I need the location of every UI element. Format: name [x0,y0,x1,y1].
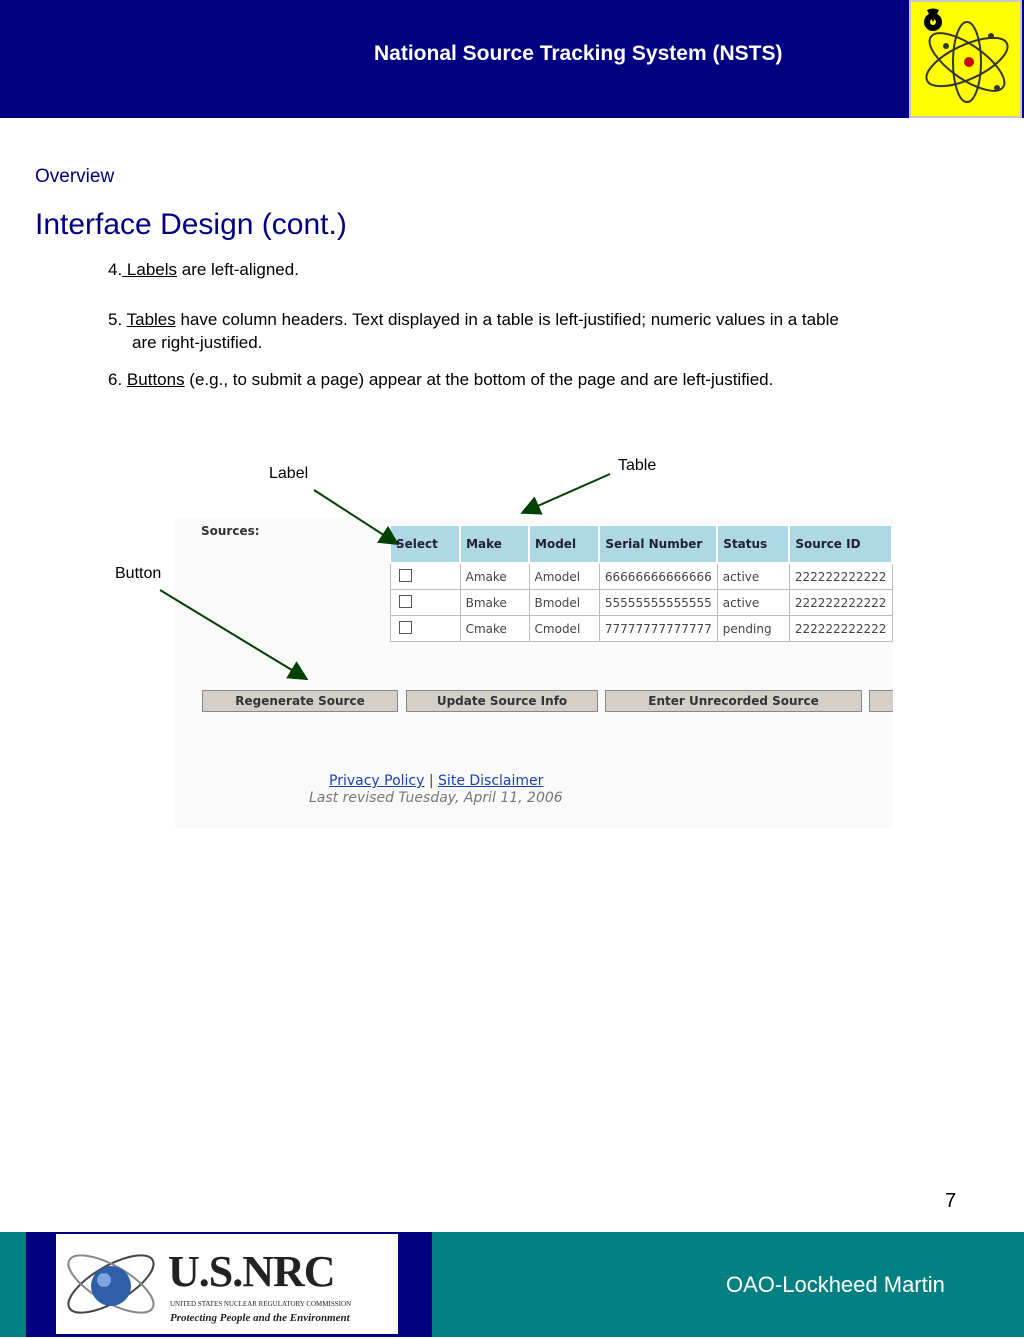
nrc-atom-icon [56,1234,166,1334]
slide-title: Interface Design (cont.) [35,208,347,241]
item-labels: 4. Labels are left-aligned. [108,260,299,279]
link-separator: | [428,773,434,789]
item-tables: 5. Tables have column headers. Text displayed in a table is left-justified; numeric values in a table are right-justified. [108,310,839,352]
nrc-logo [56,1234,398,1334]
tables-term: Tables [126,310,176,329]
column-header: Source ID [789,525,892,563]
nrc-tagline: Protecting People and the Environment [170,1312,350,1324]
column-header: Make [460,525,529,563]
enter-unrecorded-source-button[interactable]: Enter Unrecorded Source [605,690,862,712]
section-label: Overview [35,166,115,187]
table-row: Amake Amodel 66666666666666 active 222222222222 [390,563,892,590]
table-row: Bmake Bmodel 55555555555555 active 222222222222 [390,590,892,616]
header-title: National Source Tracking System (NSTS) [374,42,783,65]
update-source-info-button[interactable]: Update Source Info [406,690,598,712]
page-number: 7 [945,1190,957,1212]
label-arrow [314,490,396,543]
button-arrow [160,590,305,678]
column-header: Model [529,525,599,563]
labels-term: Labels [122,260,178,279]
table-row: Cmake Cmodel 77777777777777 pending 222222222222 [390,616,892,642]
callout-button: Button [115,565,162,582]
privacy-policy-link[interactable]: Privacy Policy [329,773,425,789]
column-header: Select [390,525,460,563]
slide-footer [0,1232,1024,1337]
callout-table: Table [618,457,657,474]
nrc-name: U.S.NRC [168,1247,335,1296]
nrc-subtitle: UNITED STATES NUCLEAR REGULATORY COMMISSION [170,1300,352,1308]
site-disclaimer-link[interactable]: Site Disclaimer [438,773,544,789]
last-revised-text: Last revised Tuesday, April 11, 2006 [309,790,563,806]
buttons-term: Buttons [126,370,185,389]
sources-label: Sources: [201,524,260,538]
column-header: Serial Number [599,525,717,563]
column-header: Status [717,525,789,563]
item-buttons: 6. Buttons (e.g., to submit a page) appear at the bottom of the page and are left-justified. [108,370,774,389]
callout-label: Label [269,465,309,482]
table-arrow [524,474,610,512]
regenerate-source-button[interactable]: Regenerate Source [202,690,398,712]
company-name: OAO-Lockheed Martin [726,1272,945,1297]
